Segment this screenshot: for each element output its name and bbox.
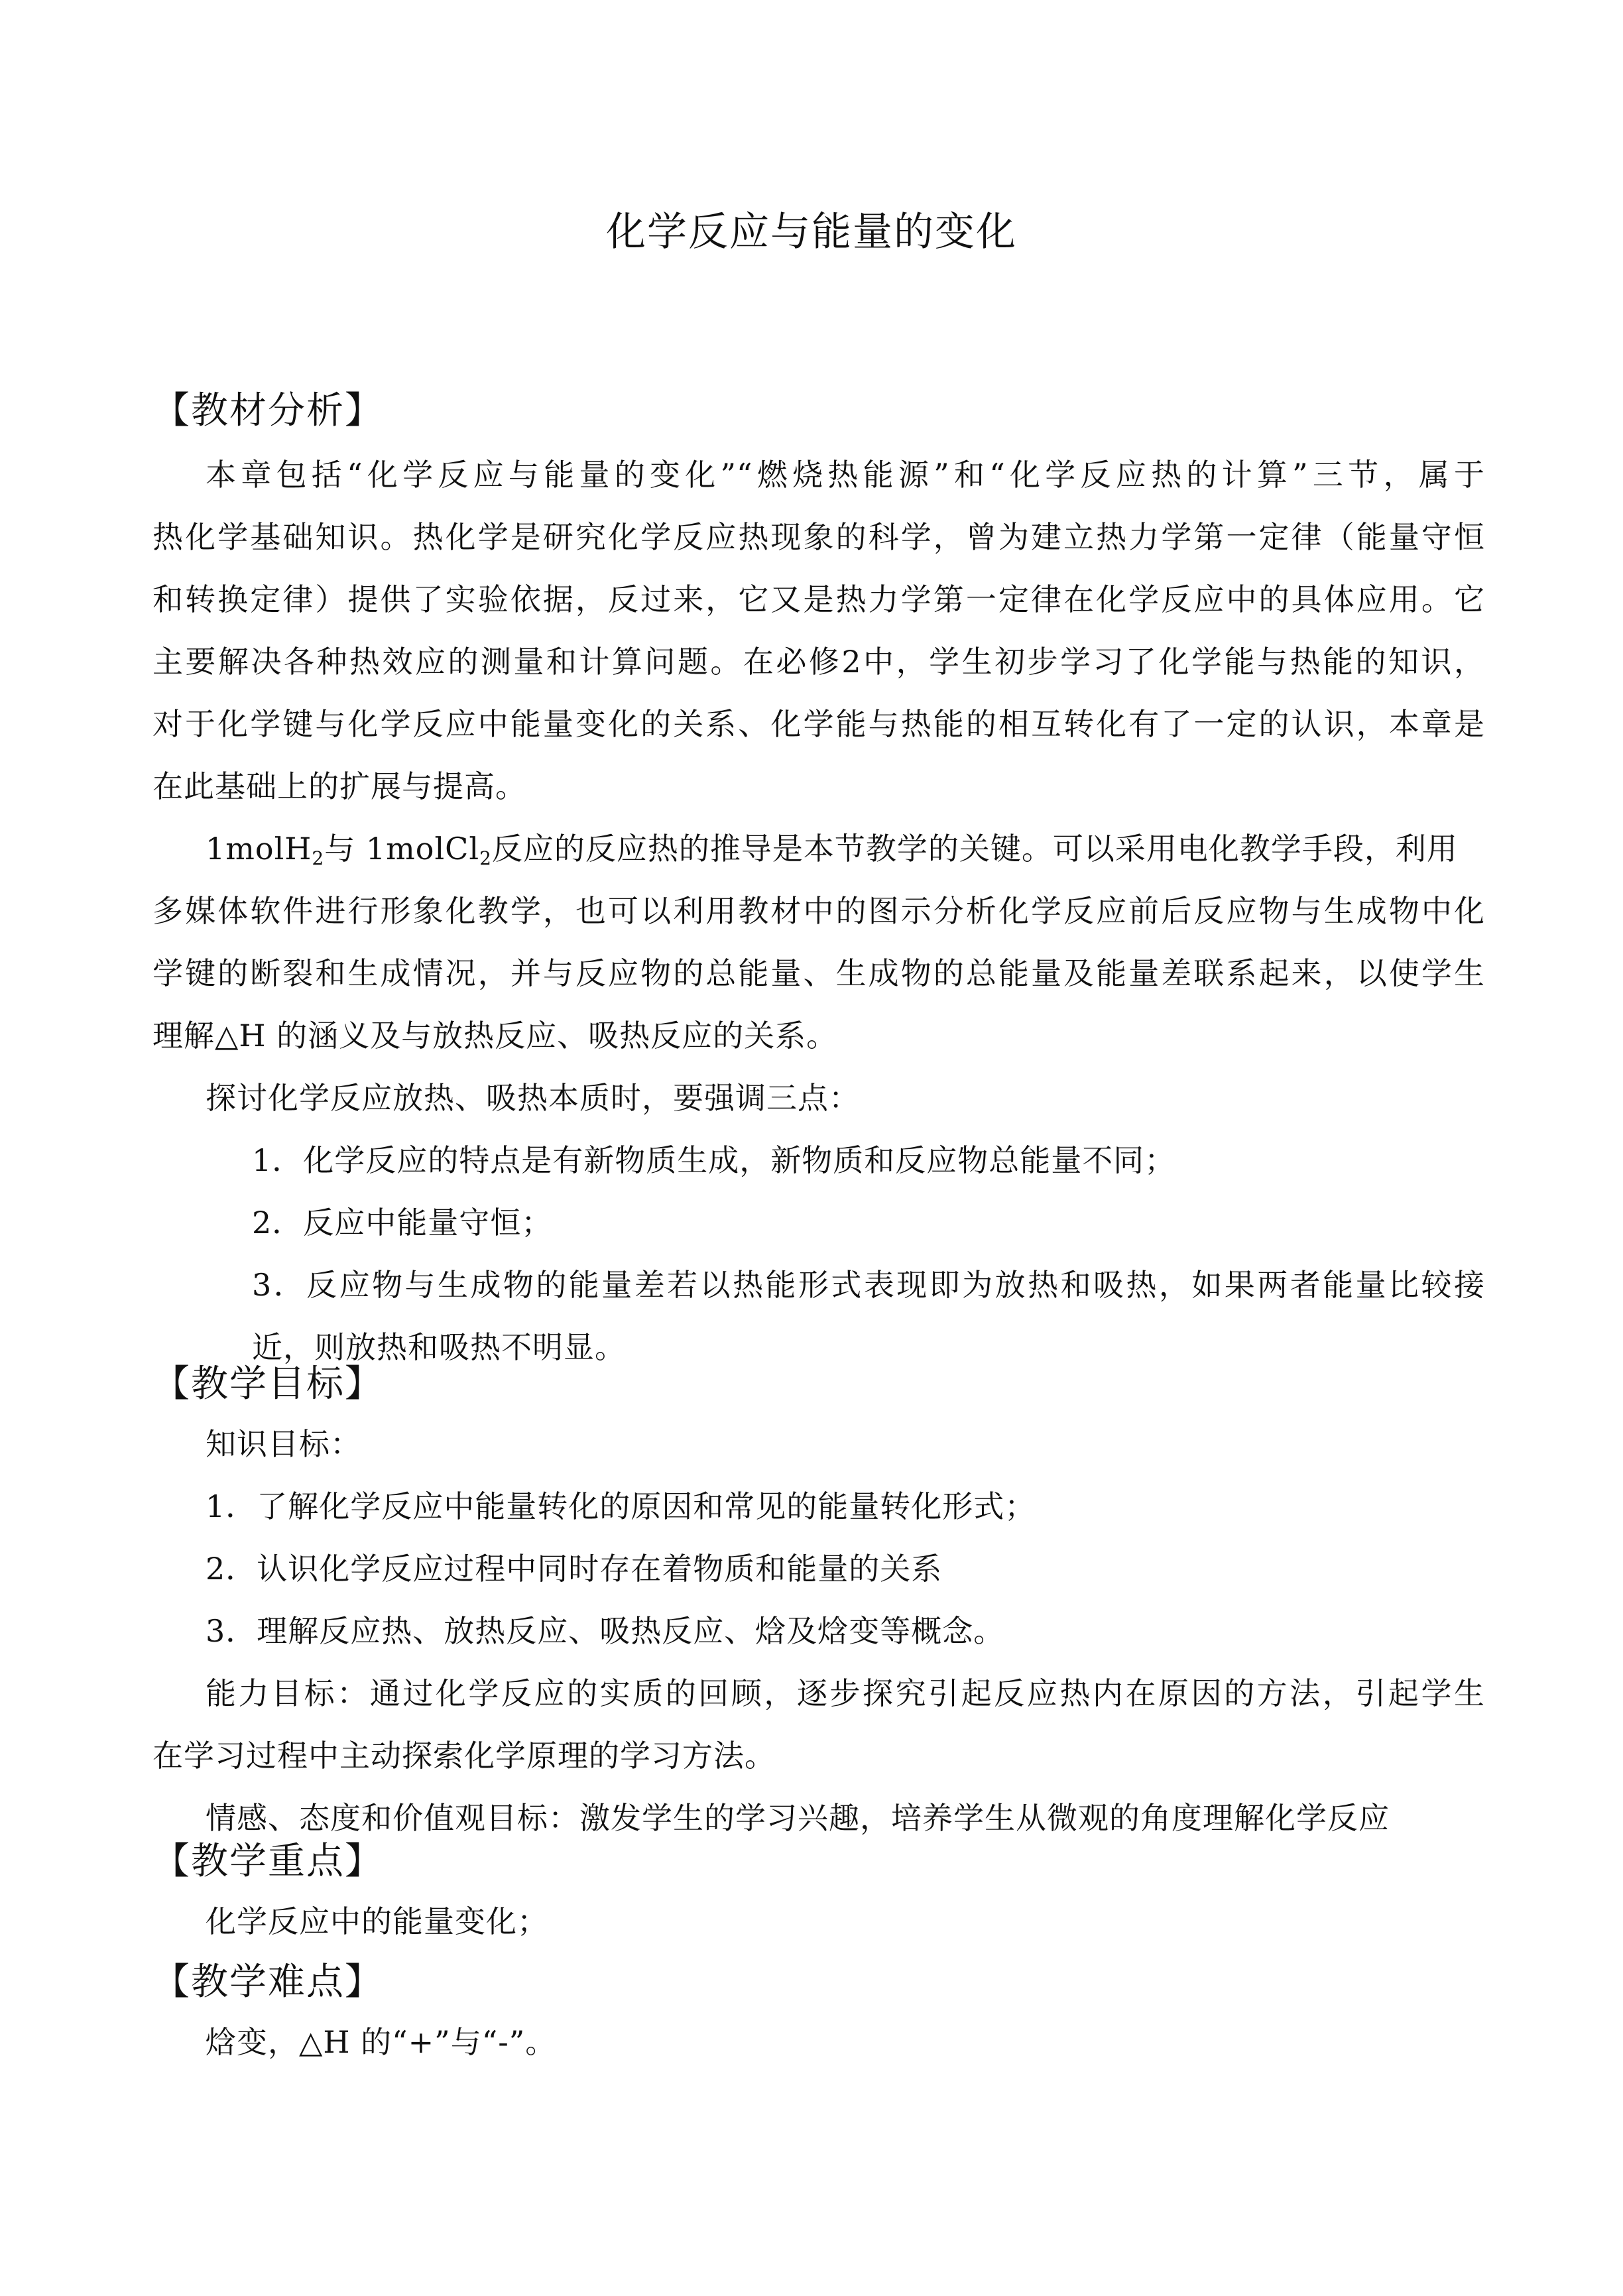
paragraph-line: 探讨化学反应放热、吸热本质时，要强调三点： [206, 1080, 860, 1116]
paragraph-line: 理解△H 的涵义及与放热反应、吸热反应的关系。 [152, 1018, 838, 1054]
list-item: 3．理解反应热、放热反应、吸热反应、焓及焓变等概念。 [206, 1613, 1005, 1649]
paragraph-line: 能力目标：通过化学反应的实质的回顾，逐步探究引起反应热内在原因的方法，引起学生 [206, 1675, 1485, 1711]
section-heading-materials: 【教材分析】 [152, 389, 383, 432]
subscript: 2 [312, 847, 325, 869]
paragraph-line: 化学反应中的能量变化； [206, 1903, 548, 1939]
list-item: 2．反应中能量守恒； [252, 1205, 553, 1240]
list-item: 1．了解化学反应中能量转化的原因和常见的能量转化形式； [206, 1488, 1036, 1524]
formula-h2: 1molH [206, 831, 312, 867]
paragraph-line: 和转换定律）提供了实验依据，反过来，它又是热力学第一定律在化学反应中的具体应用。它 [152, 581, 1485, 617]
page-title: 化学反应与能量的变化 [606, 209, 1017, 255]
subscript: 2 [479, 847, 492, 869]
paragraph-line-formula [206, 825, 1458, 873]
list-item: 3．反应物与生成物的能量差若以热能形式表现即为放热和吸热，如果两者能量比较接 [252, 1267, 1485, 1303]
section-heading-objectives: 【教学目标】 [152, 1362, 383, 1406]
paragraph-line: 在此基础上的扩展与提高。 [152, 768, 526, 804]
paragraph-line: 焓变，△H 的“+”与“-”。 [206, 2024, 557, 2060]
list-item-continuation: 近，则放热和吸热不明显。 [252, 1329, 626, 1365]
section-heading-difficulties: 【教学难点】 [152, 1961, 383, 2004]
paragraph-line: 多媒体软件进行形象化教学，也可以利用教材中的图示分析化学反应前后反应物与生成物中化 [152, 893, 1485, 929]
section-heading-key-points: 【教学重点】 [152, 1840, 383, 1883]
paragraph-line: 在学习过程中主动探索化学原理的学习方法。 [152, 1738, 776, 1774]
paragraph-line: 热化学基础知识。热化学是研究化学反应热现象的科学，曾为建立热力学第一定律（能量守恒 [152, 519, 1485, 555]
paragraph-line: 情感、态度和价值观目标：激发学生的学习兴趣，培养学生从微观的角度理解化学反应 [206, 1800, 1390, 1836]
paragraph-text: 反应的反应热的推导是本节教学的关键。可以采用电化教学手段，利用 [491, 831, 1458, 867]
paragraph-line: 学键的断裂和生成情况，并与反应物的总能量、生成物的总能量及能量差联系起来，以使学生 [152, 955, 1485, 991]
paragraph-line: 主要解决各种热效应的测量和计算问题。在必修2中，学生初步学习了化学能与热能的知识， [152, 644, 1485, 680]
formula-cl2: 与 1molCl [324, 831, 480, 867]
paragraph-line: 知识目标： [206, 1426, 361, 1462]
list-item: 2．认识化学反应过程中同时存在着物质和能量的关系 [206, 1551, 943, 1587]
paragraph-line: 对于化学键与化学反应中能量变化的关系、化学能与热能的相互转化有了一定的认识，本章是 [152, 706, 1485, 742]
paragraph-line: 本章包括“化学反应与能量的变化”“燃烧热能源”和“化学反应热的计算”三节，属于 [206, 457, 1485, 493]
list-item: 1．化学反应的特点是有新物质生成，新物质和反应物总能量不同； [252, 1142, 1176, 1178]
